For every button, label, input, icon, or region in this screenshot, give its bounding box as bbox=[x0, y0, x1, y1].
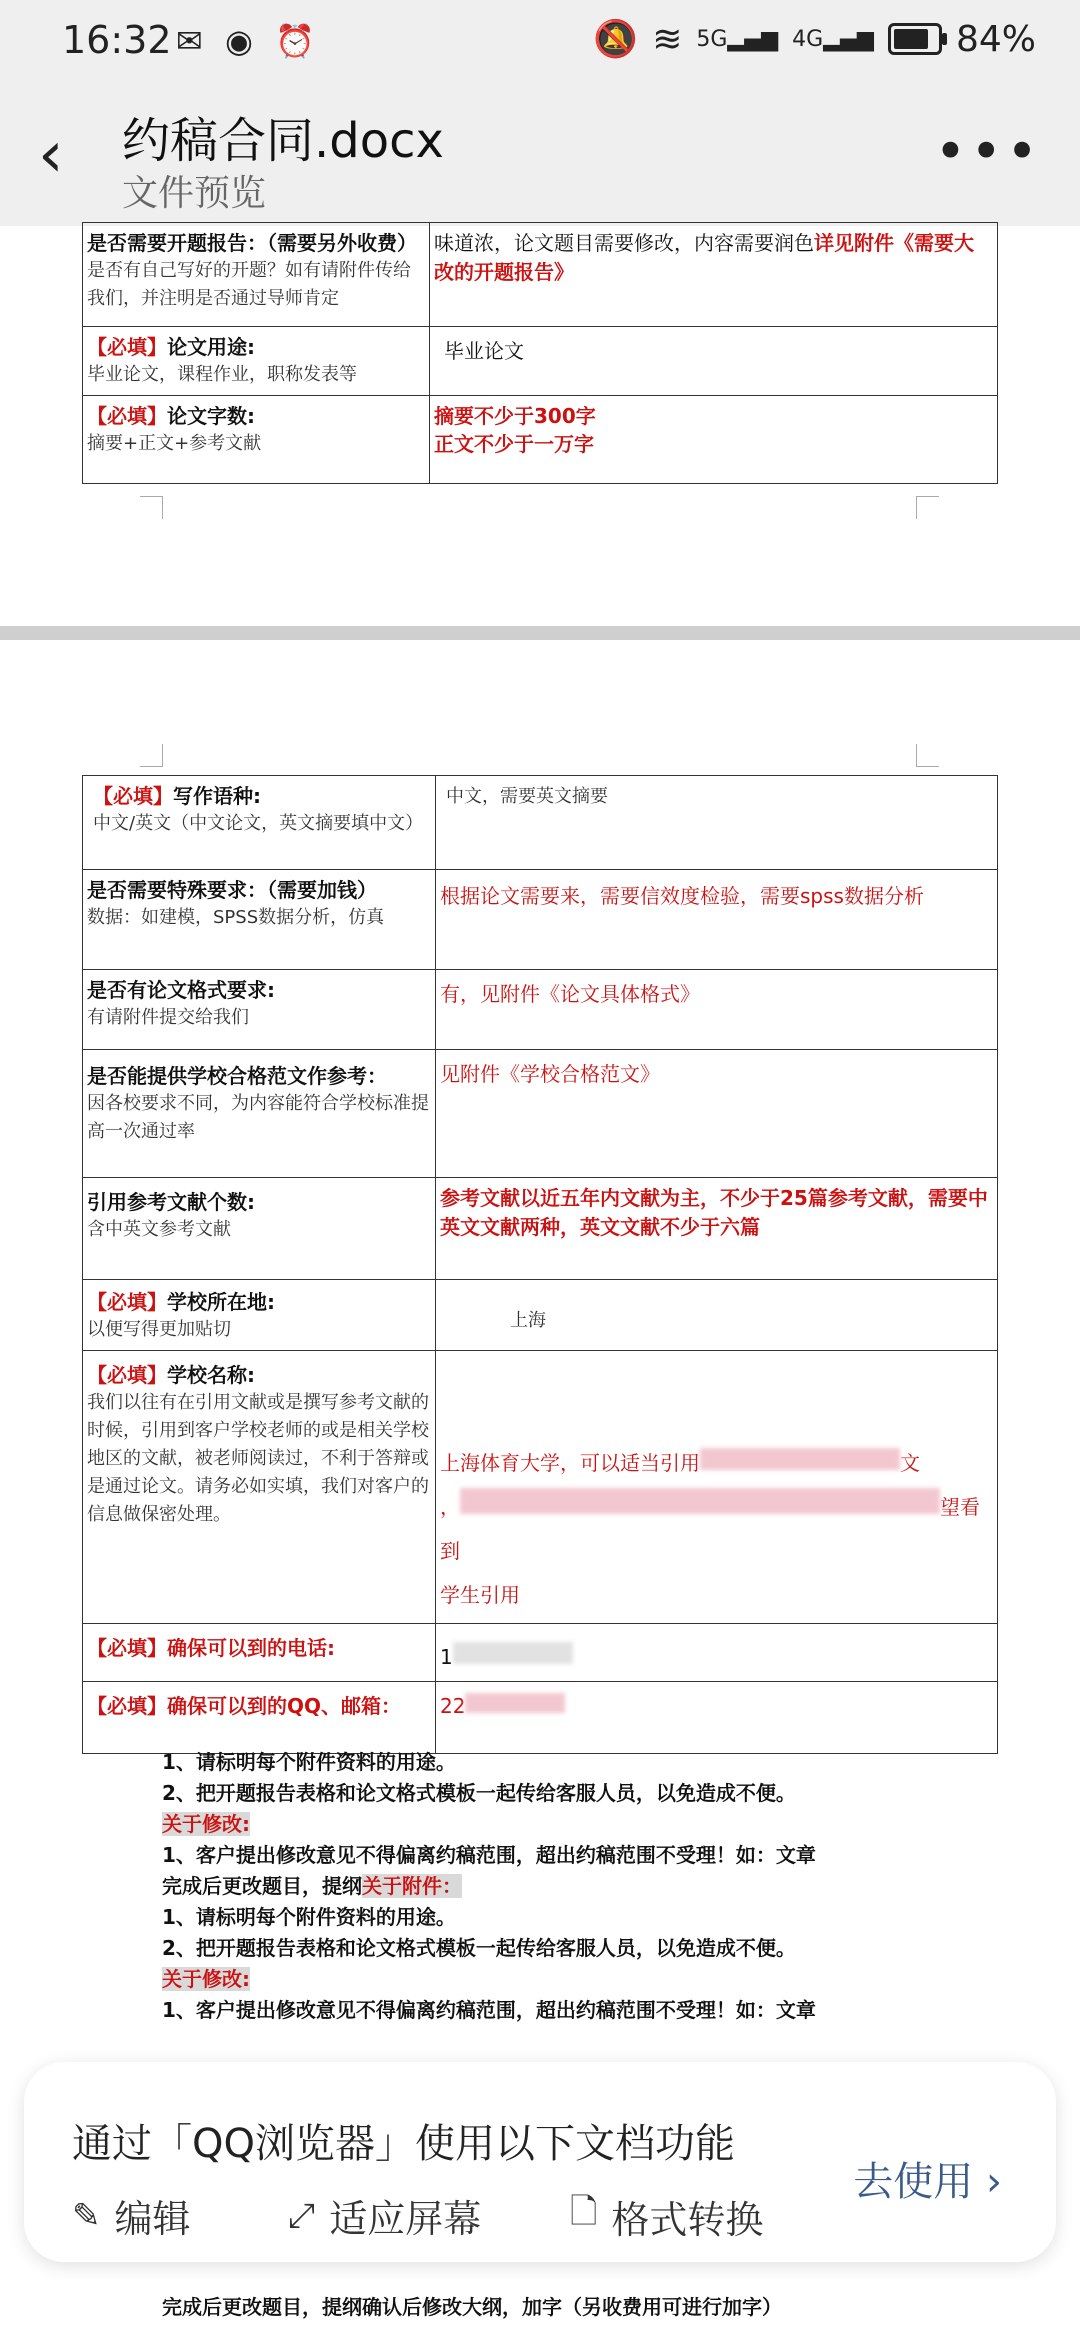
banner-headline: 通过「QQ浏览器」使用以下文档功能 bbox=[72, 2121, 735, 2167]
edit-feature[interactable]: ✎ 编辑 bbox=[72, 2195, 191, 2241]
status-right bbox=[593, 18, 1036, 60]
table-row: 【必填】确保可以到的电话: 1 bbox=[83, 1624, 998, 1682]
document-notes: 1、请标明每个附件资料的用途。 2、把开题报告表格和论文格式模板一起传给客服人员，以免造成不便。 关于修改: 1、客户提出修改意见不得偏离约稿范围，超出约稿范围不受理！如：文章 完成后更改题目，提纲关于附件： 1、请标明每个附件资料的用途。 2、把开题报告表格和论文格式模板一起传给客服人员，以免造成不便。 关于修改: 1、客户提出修改意见不得偏离约稿范围，超出约稿范围不受理！如：文章 bbox=[162, 1750, 816, 2022]
file-title: 约稿合同.docx bbox=[122, 113, 444, 169]
table-row: 【必填】学校所在地: 以便写得更加贴切 上海 bbox=[83, 1280, 998, 1351]
signal-5g-icon: 5G▂▄▆ bbox=[696, 26, 779, 52]
fit-screen-icon: ⤢ bbox=[288, 2195, 316, 2236]
notification-icons bbox=[176, 22, 321, 60]
table-row: 【必填】确保可以到的QQ、邮箱： 22 bbox=[83, 1682, 998, 1754]
more-options-icon[interactable]: ••• bbox=[934, 120, 1042, 183]
wechat-icon: ✉ bbox=[176, 22, 209, 60]
back-arrow-icon[interactable]: ‹ bbox=[38, 118, 64, 192]
fit-screen-feature[interactable]: ⤢ 适应屏幕 bbox=[288, 2195, 482, 2241]
table-row: 是否能提供学校合格范文作参考： 因各校要求不同，为内容能符合学校标准提高一次通过率 见附件《学校合格范文》 bbox=[83, 1050, 998, 1178]
battery-percent: 84% bbox=[955, 18, 1036, 60]
alarm-icon: ⏰ bbox=[275, 22, 321, 60]
battery-icon bbox=[888, 23, 942, 55]
app-bar bbox=[0, 80, 1080, 226]
table-row: 【必填】学校名称: 我们以往有在引用文献或是撰写参考文献的时候，引用到客户学校老师的或是相关学校地区的文献，被老师阅读过，不利于答辩或是通过论文。请务必如实填，我们对客户的信息做保密处理。 上海体育大学，可以适当引用 文 ， 望看到 学生引用 bbox=[83, 1351, 998, 1624]
eye-icon: ◉ bbox=[224, 22, 259, 60]
signal-4g-icon: 4G▂▄▆ bbox=[792, 26, 874, 52]
contract-table-2 bbox=[82, 775, 998, 1754]
mute-icon: 🔕 bbox=[593, 19, 639, 60]
qq-browser-banner[interactable] bbox=[24, 2062, 1056, 2262]
table-row: 是否需要特殊要求：（需要加钱） 数据：如建模，SPSS数据分析，仿真 根据论文需要来，需要信效度检验，需要spss数据分析 bbox=[83, 870, 998, 970]
notes-last-line: 完成后更改题目，提纲确认后修改大纲，加字（另收费用可进行加字） bbox=[162, 2295, 782, 2319]
chevron-right-icon: › bbox=[986, 2159, 1002, 2205]
page-separator bbox=[0, 626, 1080, 640]
status-time: 16:32 bbox=[62, 18, 172, 62]
edit-icon: ✎ bbox=[72, 2195, 101, 2236]
go-use-button[interactable]: 去使用 › bbox=[853, 2159, 1002, 2205]
document-page-2[interactable] bbox=[0, 640, 1080, 2140]
status-bar bbox=[0, 0, 1080, 80]
document-page-1[interactable] bbox=[0, 226, 1080, 626]
table-row: 是否需要开题报告：（需要另外收费） 是否有自己写好的开题？如有请附件传给我们，并注明是否通过导师肯定 味道浓，论文题目需要修改，内容需要润色详见附件《需要大改的开题报告》 bbox=[83, 223, 998, 327]
contract-table-1 bbox=[82, 222, 998, 484]
table-row: 引用参考文献个数: 含中英文参考文献 参考文献以近五年内文献为主，不少于25篇参考文献，需要中英文文献两种，英文文献不少于六篇 bbox=[83, 1178, 998, 1280]
wifi-icon: ≋ bbox=[652, 18, 683, 60]
table-row: 【必填】论文用途: 毕业论文，课程作业，职称发表等 毕业论文 bbox=[83, 327, 998, 396]
document-icon: 🗋 bbox=[570, 2192, 598, 2232]
format-convert-feature[interactable]: 🗋 格式转换 bbox=[570, 2188, 763, 2245]
table-row: 是否有论文格式要求: 有请附件提交给我们 有，见附件《论文具体格式》 bbox=[83, 970, 998, 1050]
table-row: 【必填】写作语种: 中文/英文（中文论文，英文摘要填中文） 中文，需要英文摘要 bbox=[83, 776, 998, 870]
file-subtitle: 文件预览 bbox=[122, 173, 267, 214]
table-row: 【必填】论文字数: 摘要+正文+参考文献 摘要不少于300字 正文不少于一万字 bbox=[83, 396, 998, 484]
